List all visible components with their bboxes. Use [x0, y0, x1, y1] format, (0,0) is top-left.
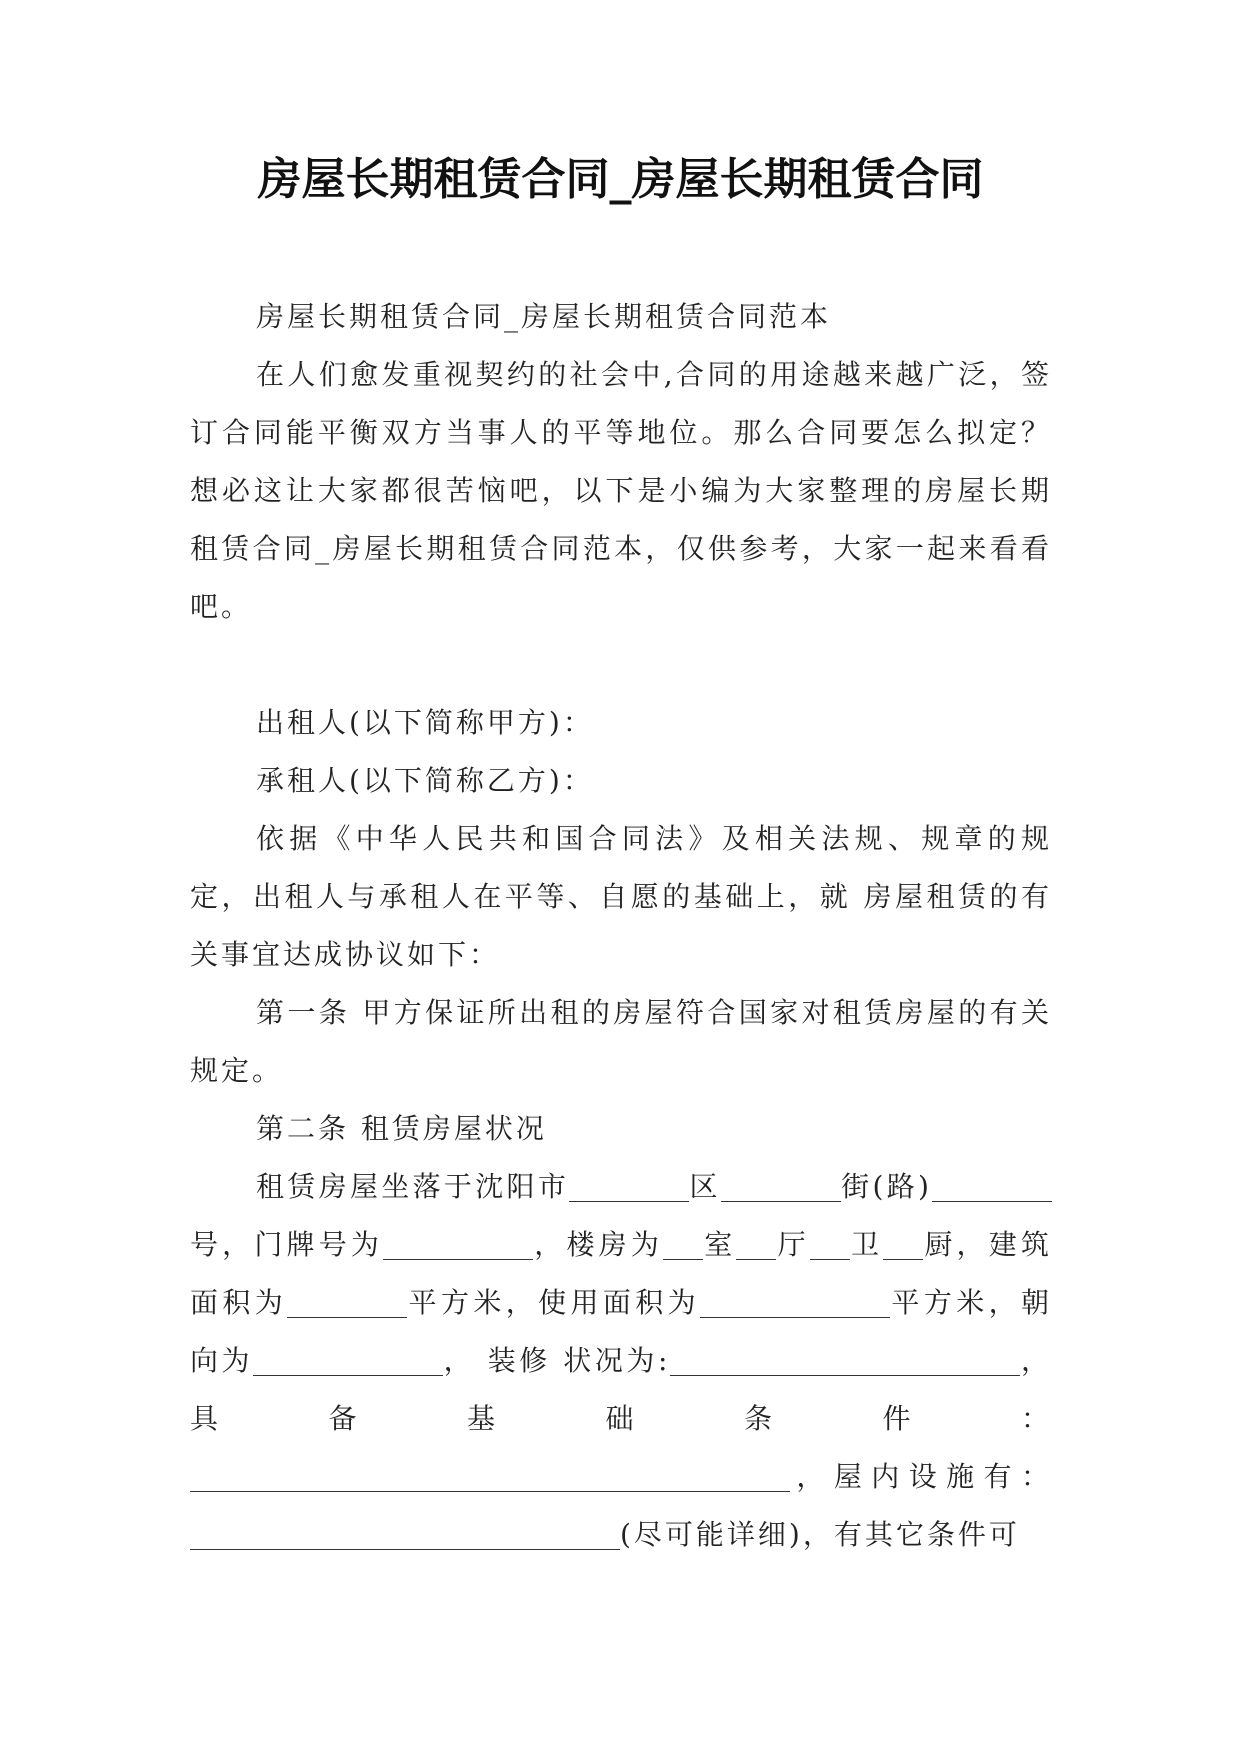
lessor-line: 出租人(以下简称甲方)： — [256, 706, 594, 739]
text-segment: 区 — [689, 1170, 721, 1203]
lessee-line: 承租人(以下简称乙方)： — [256, 764, 594, 797]
blank-line — [253, 1345, 443, 1376]
article-2-paragraph — [190, 1158, 1052, 1564]
blank-line — [287, 1287, 407, 1318]
blank-line — [670, 1345, 1020, 1376]
text-segment: ， 装修 状况为: — [443, 1344, 671, 1377]
text-segment: 平方米，朝向为 — [190, 1286, 1052, 1377]
text-segment: 卫 — [849, 1228, 884, 1261]
blank-line — [932, 1171, 1052, 1202]
blank-line — [190, 1519, 620, 1550]
article-1: 第一条 甲方保证所出租的房屋符合国家对租赁房屋的有关规定。 — [190, 996, 1052, 1087]
article-2-title: 第二条 租赁房屋状况 — [256, 1112, 547, 1145]
text-segment: ， 具 备 基 础 条 件 ： — [190, 1344, 1052, 1435]
text-segment: 厅 — [776, 1228, 810, 1261]
blank-line — [700, 1287, 890, 1318]
text-segment: 平方米，使用面积为 — [407, 1286, 701, 1319]
blank-line — [883, 1229, 923, 1260]
subtitle-paragraph: 房屋长期租赁合同_房屋长期租赁合同范本 — [256, 300, 832, 333]
text-segment: 租赁房屋坐落于沈阳市 — [256, 1170, 570, 1203]
blank-line — [810, 1229, 850, 1260]
document-title: 房屋长期租赁合同_房屋长期租赁合同 — [257, 154, 984, 205]
text-segment: (尽可能详细)，有其它条件可 — [620, 1518, 1020, 1551]
blank-line — [721, 1171, 841, 1202]
text-segment: ，楼房为 — [533, 1228, 664, 1261]
text-segment: 号，门牌号为 — [190, 1228, 384, 1261]
blank-line — [190, 1461, 790, 1492]
document-body — [190, 288, 1052, 1564]
blank-line — [663, 1229, 703, 1260]
text-segment: 室 — [703, 1228, 737, 1261]
basis-paragraph: 依据《中华人民共和国合同法》及相关法规、规章的规定，出租人与承租人在平等、自愿的基础上，就 房屋租赁的有关事宜达成协议如下： — [190, 822, 1052, 971]
blank-line — [569, 1171, 689, 1202]
text-segment: 街(路) — [840, 1170, 932, 1203]
text-segment: ，屋内设施有： — [790, 1460, 1052, 1493]
text-segment: 厨，建筑面积为 — [190, 1228, 1052, 1319]
blank-line — [736, 1229, 776, 1260]
paragraph-gap — [190, 636, 1052, 694]
intro-paragraph: 在人们愈发重视契约的社会中,合同的用途越来越广泛，签订合同能平衡双方当事人的平等地位。那么合同要怎么拟定？想必这让大家都很苦恼吧，以下是小编为大家整理的房屋长期租赁合同_房屋长期租赁合同范本，仅供参考，大家一起来看看吧。 — [190, 358, 1052, 623]
blank-line — [383, 1229, 533, 1260]
